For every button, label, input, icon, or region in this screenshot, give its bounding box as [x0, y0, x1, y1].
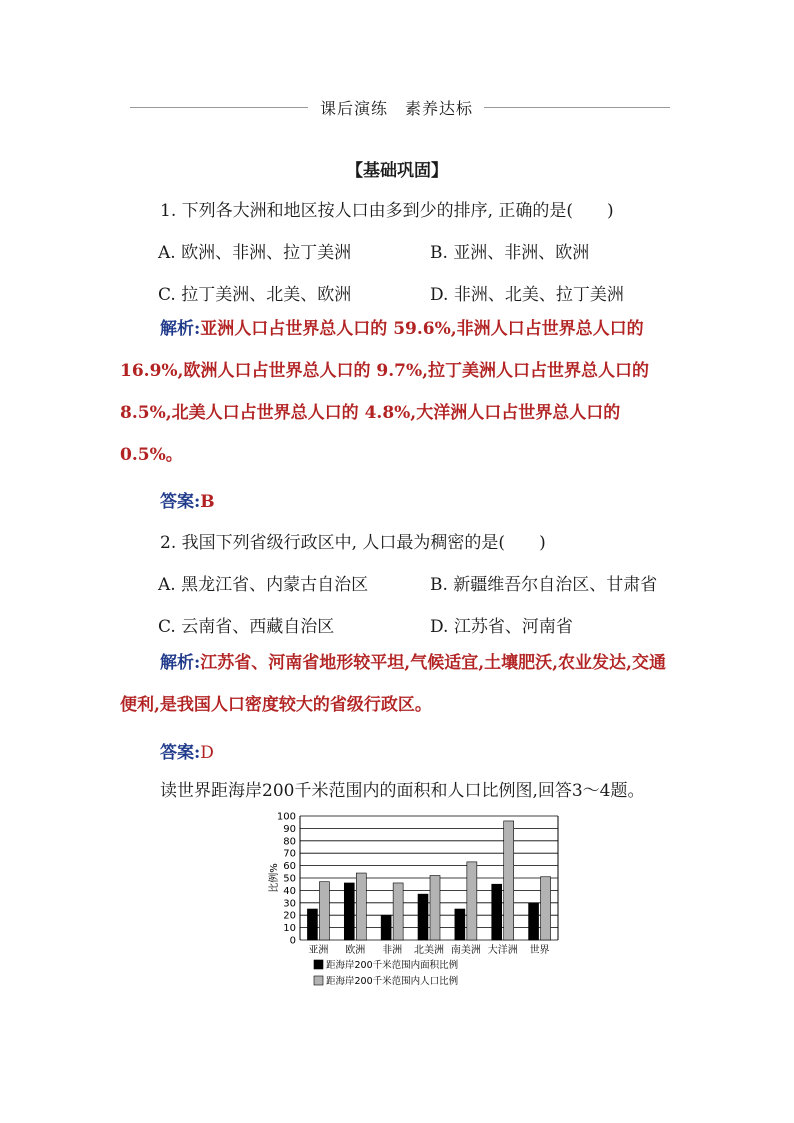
- q2-analysis-label: 解析:: [160, 653, 201, 673]
- x-tick-label: 亚洲: [308, 945, 329, 956]
- y-tick-label: 90: [283, 823, 296, 835]
- q1-answer: [160, 487, 215, 512]
- x-tick-label: 世界: [529, 945, 550, 956]
- bar-area-ratio: [307, 909, 317, 940]
- question-1-stem: 1. 下列各大洲和地区按人口由多到少的排序, 正确的是( ): [160, 201, 614, 221]
- bar-population-ratio: [430, 876, 440, 940]
- y-tick-label: 50: [283, 873, 296, 885]
- bar-area-ratio: [418, 894, 428, 940]
- q1-answer-value: B: [200, 492, 215, 512]
- y-tick-label: 0: [289, 935, 296, 947]
- bar-area-ratio: [344, 883, 354, 940]
- chart-container: [268, 808, 574, 998]
- bar-area-ratio: [455, 909, 465, 940]
- x-tick-label: 南美洲: [450, 945, 481, 956]
- y-tick-label: 10: [283, 923, 296, 935]
- q2-answer-label: 答案:: [160, 743, 201, 763]
- q2-analysis-text: 江苏省、河南省地形较平坦,气候适宜,土壤肥沃,农业发达,交通便利,是我国人口密度较大的省级行政区。: [120, 653, 666, 715]
- x-tick-label: 北美洲: [414, 945, 444, 956]
- y-tick-label: 70: [283, 848, 296, 860]
- legend-swatch: [314, 960, 323, 969]
- q1-option-d: D. 非洲、北美、拉丁美洲: [430, 285, 624, 305]
- y-axis-label: 比例%: [269, 863, 280, 893]
- header-rule-left: [130, 107, 308, 108]
- q1-option-a: A. 欧洲、非洲、拉丁美洲: [158, 243, 352, 263]
- q1-analysis-label: 解析:: [160, 319, 201, 339]
- bar-population-ratio: [319, 882, 329, 940]
- header-rule-right: [484, 107, 670, 108]
- q1-analysis: [120, 308, 680, 476]
- q2-option-a: A. 黑龙江省、内蒙古自治区: [158, 575, 369, 595]
- bar-area-ratio: [492, 884, 502, 940]
- q2-option-d: D. 江苏省、河南省: [430, 617, 573, 637]
- bar-chart: [268, 808, 574, 998]
- y-tick-label: 60: [283, 861, 296, 873]
- legend-label: 距海岸200千米范围内人口比例: [326, 976, 459, 987]
- y-tick-label: 100: [276, 811, 296, 823]
- legend-swatch: [314, 976, 323, 985]
- y-tick-label: 20: [283, 910, 296, 922]
- q1-option-b: B. 亚洲、非洲、欧洲: [430, 243, 590, 263]
- bar-population-ratio: [541, 877, 551, 940]
- q2-analysis: [120, 642, 680, 726]
- q2-answer: [160, 738, 214, 763]
- x-tick-label: 大洋洲: [487, 945, 518, 956]
- y-tick-label: 80: [283, 836, 296, 848]
- bar-area-ratio: [381, 915, 391, 940]
- legend-label: 距海岸200千米范围内面积比例: [326, 960, 459, 971]
- y-tick-label: 40: [283, 885, 296, 897]
- bar-population-ratio: [504, 821, 514, 940]
- bar-area-ratio: [529, 903, 539, 940]
- bar-population-ratio: [467, 862, 477, 940]
- q1-analysis-text: 亚洲人口占世界总人口的 59.6%,非洲人口占世界总人口的 16.9%,欧洲人口占世界总人口的 9.7%,拉丁美洲人口占世界总人口的 8.5%,北美人口占世界总人口的 4.8%,大洋洲人口占世界总人口的 0.5%。: [120, 319, 650, 465]
- chart-intro: 读世界距海岸200千米范围内的面积和人口比例图,回答3～4题。: [160, 781, 645, 801]
- bar-population-ratio: [393, 883, 403, 940]
- x-tick-label: 欧洲: [345, 945, 366, 956]
- q1-option-c: C. 拉丁美洲、北美、欧洲: [158, 285, 352, 305]
- x-tick-label: 非洲: [382, 945, 403, 956]
- page-header: [130, 96, 670, 118]
- q2-option-b: B. 新疆维吾尔自治区、甘肃省: [430, 575, 658, 595]
- question-2-stem: 2. 我国下列省级行政区中, 人口最为稠密的是( ): [160, 533, 546, 553]
- q2-answer-value: D: [200, 743, 214, 763]
- header-title: 课后演练 素养达标: [320, 99, 474, 118]
- q1-answer-label: 答案:: [160, 492, 201, 512]
- q2-option-c: C. 云南省、西藏自治区: [158, 617, 335, 637]
- y-tick-label: 30: [283, 898, 296, 910]
- section-title: 【基础巩固】: [346, 161, 448, 181]
- bar-population-ratio: [356, 873, 366, 940]
